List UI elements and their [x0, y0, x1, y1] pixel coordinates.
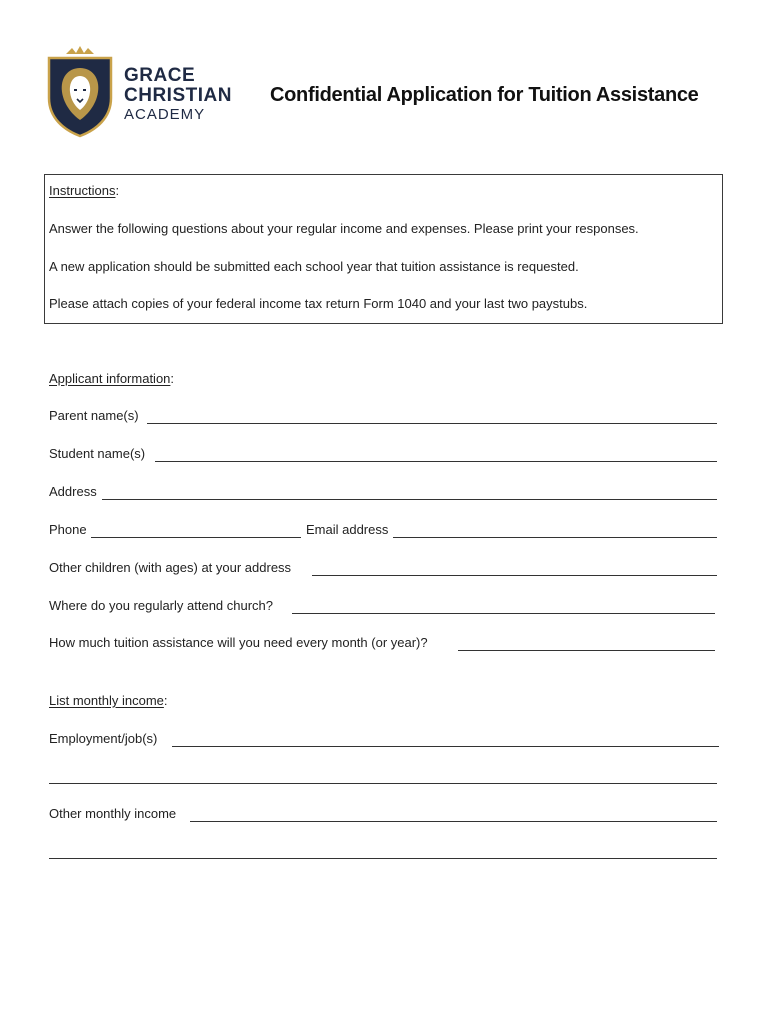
page-title: Confidential Application for Tuition Assistance [270, 84, 699, 106]
other-children-field[interactable] [312, 575, 717, 576]
church-label: Where do you regularly attend church? [49, 598, 274, 613]
church-field[interactable] [292, 613, 715, 614]
employment-field[interactable] [172, 746, 719, 747]
instructions-line-3: Please attach copies of your federal income tax return Form 1040 and your last two paystubs. [49, 296, 588, 311]
address-label: Address [49, 484, 97, 499]
student-name-field[interactable] [155, 461, 717, 462]
student-name-label: Student name(s) [49, 446, 146, 461]
employment-label: Employment/job(s) [49, 731, 158, 746]
phone-field[interactable] [91, 537, 301, 538]
email-field[interactable] [393, 537, 717, 538]
instructions-heading: Instructions [49, 183, 116, 198]
instructions-box [44, 174, 723, 324]
logo-line-3: ACADEMY [124, 106, 206, 123]
other-income-field[interactable] [190, 821, 717, 822]
other-income-label: Other monthly income [49, 806, 177, 821]
applicant-heading-row: Applicant information: [49, 371, 175, 386]
income-heading: List monthly income [49, 693, 164, 708]
crown-icon [66, 46, 94, 54]
address-field[interactable] [102, 499, 717, 500]
other-children-label: Other children (with ages) at your address [49, 560, 292, 575]
logo-line-2: CHRISTIAN [124, 85, 232, 106]
phone-label: Phone [49, 522, 87, 537]
parent-name-field[interactable] [147, 423, 717, 424]
email-label: Email address [306, 522, 389, 537]
tuition-need-label: How much tuition assistance will you need every month (or year)? [49, 635, 428, 650]
parent-name-label: Parent name(s) [49, 408, 139, 423]
employment-field-line-2[interactable] [49, 783, 717, 784]
other-income-field-line-2[interactable] [49, 858, 717, 859]
instructions-heading-row: Instructions: [49, 183, 120, 198]
tuition-need-field[interactable] [458, 650, 715, 651]
logo-wordmark [124, 66, 232, 122]
applicant-heading: Applicant information [49, 371, 171, 386]
instructions-line-1: Answer the following questions about your regular income and expenses. Please print your responses. [49, 221, 639, 236]
instructions-line-2: A new application should be submitted each school year that tuition assistance is requested. [49, 259, 579, 274]
income-heading-row: List monthly income: [49, 693, 168, 708]
logo-line-1: GRACE [124, 65, 196, 86]
